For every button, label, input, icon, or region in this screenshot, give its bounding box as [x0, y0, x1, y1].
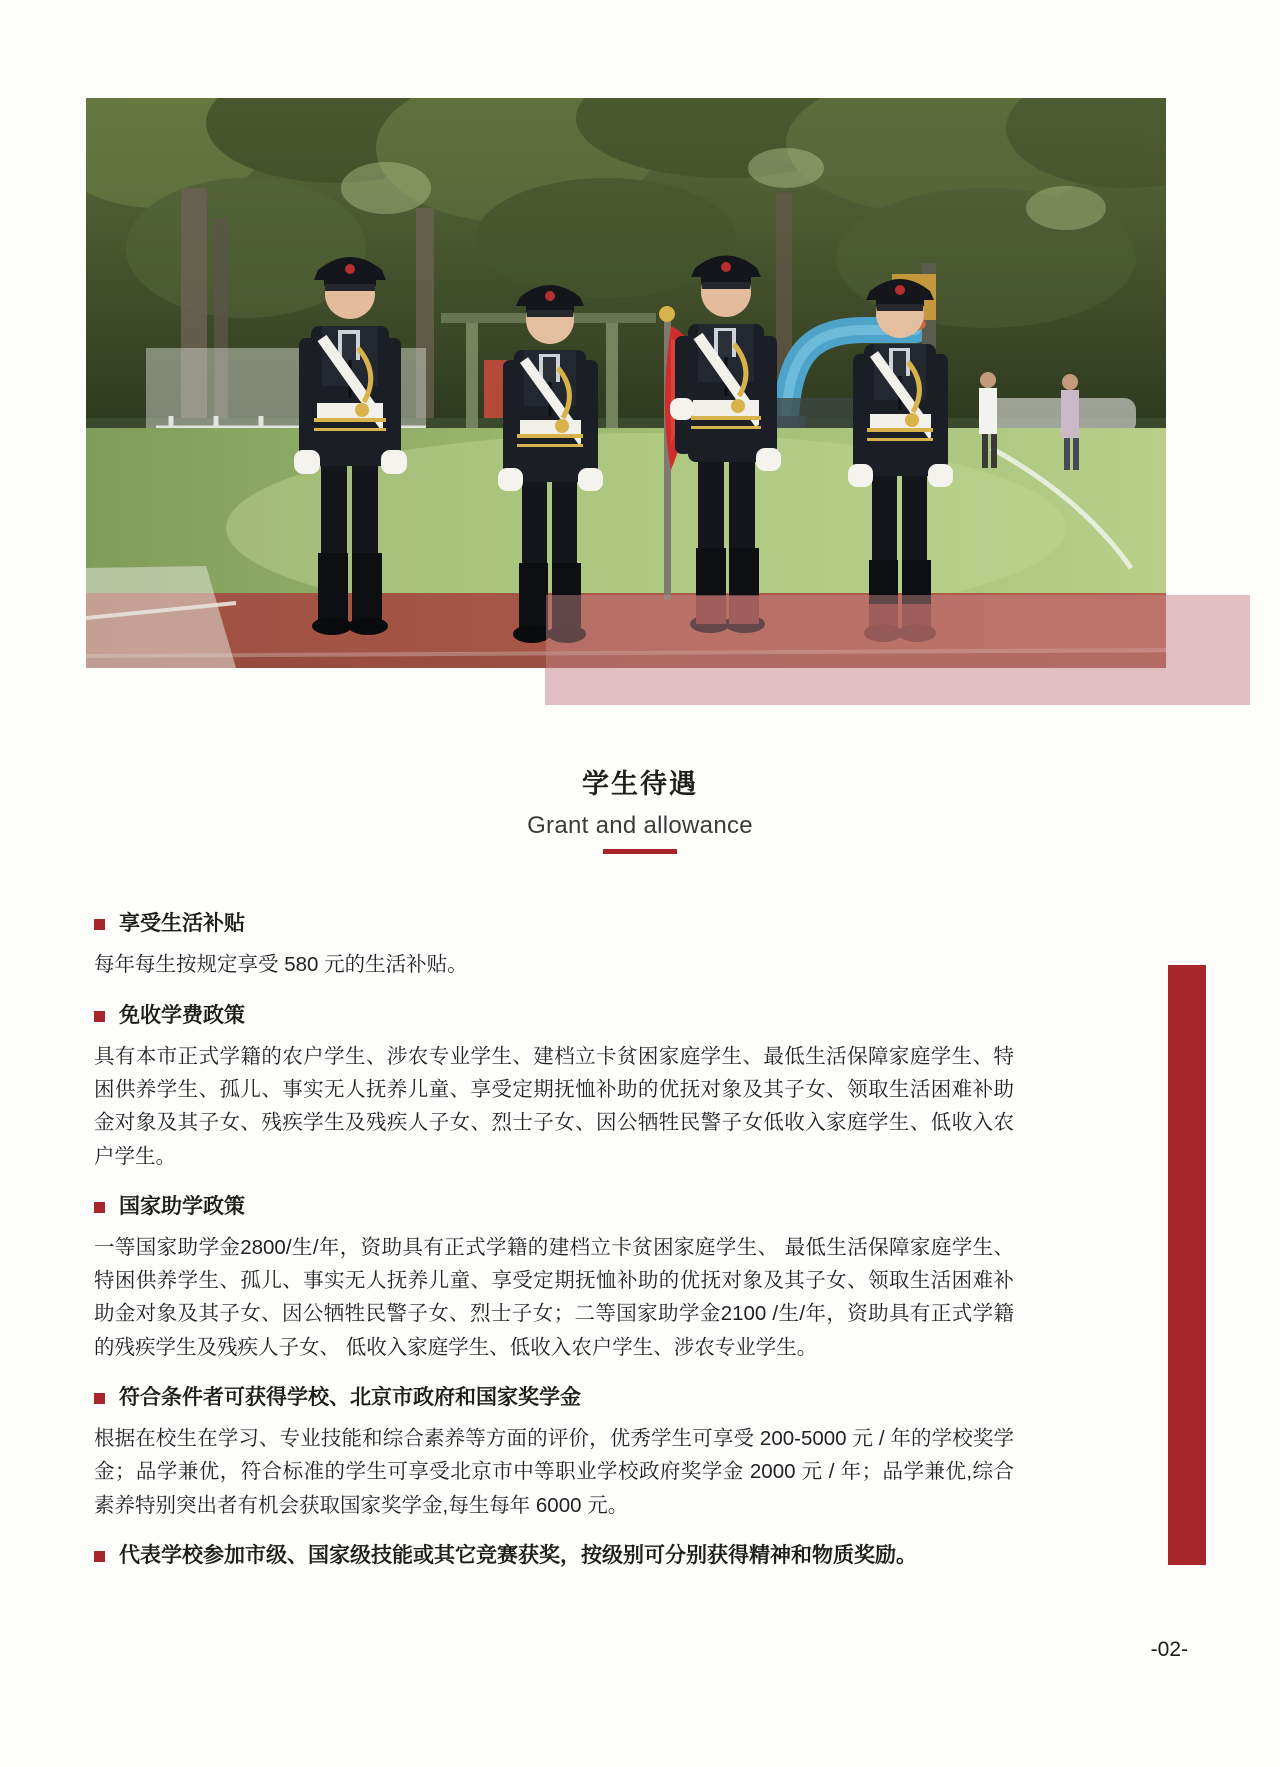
- section-paragraph: 每年每生按规定享受 580 元的生活补贴。: [94, 953, 468, 977]
- section-heading-row: [94, 1542, 1014, 1570]
- section-heading: 免收学费政策: [119, 1003, 245, 1027]
- page-number: -02-: [1150, 1638, 1188, 1661]
- honor-guard-photo: [86, 98, 1166, 668]
- square-bullet-icon: [94, 919, 105, 930]
- square-bullet-icon: [94, 1393, 105, 1404]
- page-title-en: Grant and allowance: [527, 812, 753, 839]
- section-heading-row: [94, 1384, 1014, 1412]
- section-tuition-waiver: [94, 1002, 1014, 1173]
- section-paragraph: 一等国家助学金2800/生/年，资助具有正式学籍的建档立卡贫困家庭学生、 最低生活保障家庭学生、特困供养学生、孤儿、事实无人抚养儿童、享受定期抚恤补助的优抚对象及其子女、领取生活困难补助金对象及其子女、因公牺牲民警子女、烈士子女；二等国家助学金2100 /生/年，资助具有正式学籍的残疾学生及残疾人子女、 低收入家庭学生、低收入农户学生、涉农专业学生。: [94, 1236, 1014, 1359]
- section-national-grant: [94, 1193, 1014, 1364]
- section-heading-row: [94, 1193, 1014, 1221]
- title-underline-rule: [603, 849, 677, 854]
- section-title-group: [0, 762, 1280, 854]
- section-heading: 国家助学政策: [119, 1194, 245, 1218]
- square-bullet-icon: [94, 1551, 105, 1562]
- square-bullet-icon: [94, 1202, 105, 1213]
- section-scholarships: [94, 1384, 1014, 1522]
- section-heading: 符合条件者可获得学校、北京市政府和国家奖学金: [119, 1385, 581, 1409]
- section-heading: 代表学校参加市级、国家级技能或其它竞赛获奖，按级别可分别获得精神和物质奖励。: [119, 1543, 917, 1567]
- content-body: [94, 910, 1014, 1580]
- section-paragraph: 具有本市正式学籍的农户学生、涉农专业学生、建档立卡贫困家庭学生、最低生活保障家庭学生、特困供养学生、孤儿、事实无人抚养儿童、享受定期抚恤补助的优抚对象及其子女、领取生活困难补助金对象及其子女、残疾学生及残疾人子女、烈士子女、因公牺牲民警子女低收入家庭学生、低收入农户学生。: [94, 1044, 1014, 1168]
- section-heading-row: [94, 910, 1014, 938]
- page-title-cn: 学生待遇: [582, 769, 698, 799]
- section-heading: 享受生活补贴: [119, 912, 245, 935]
- section-living-allowance: [94, 910, 1014, 982]
- section-heading-row: [94, 1002, 1014, 1030]
- section-competition-awards: [94, 1542, 1014, 1570]
- section-paragraph: 根据在校生在学习、专业技能和综合素养等方面的评价，优秀学生可享受 200-5000 元 / 年的学校奖学金；品学兼优，符合标准的学生可享受北京市中等职业学校政府奖学金 2000 元 / 年；品学兼优,综合素养特别突出者有机会获取国家奖学金,每生每年 6000 元。: [94, 1427, 1014, 1517]
- square-bullet-icon: [94, 1011, 105, 1022]
- decorative-red-bar: [1168, 965, 1206, 1565]
